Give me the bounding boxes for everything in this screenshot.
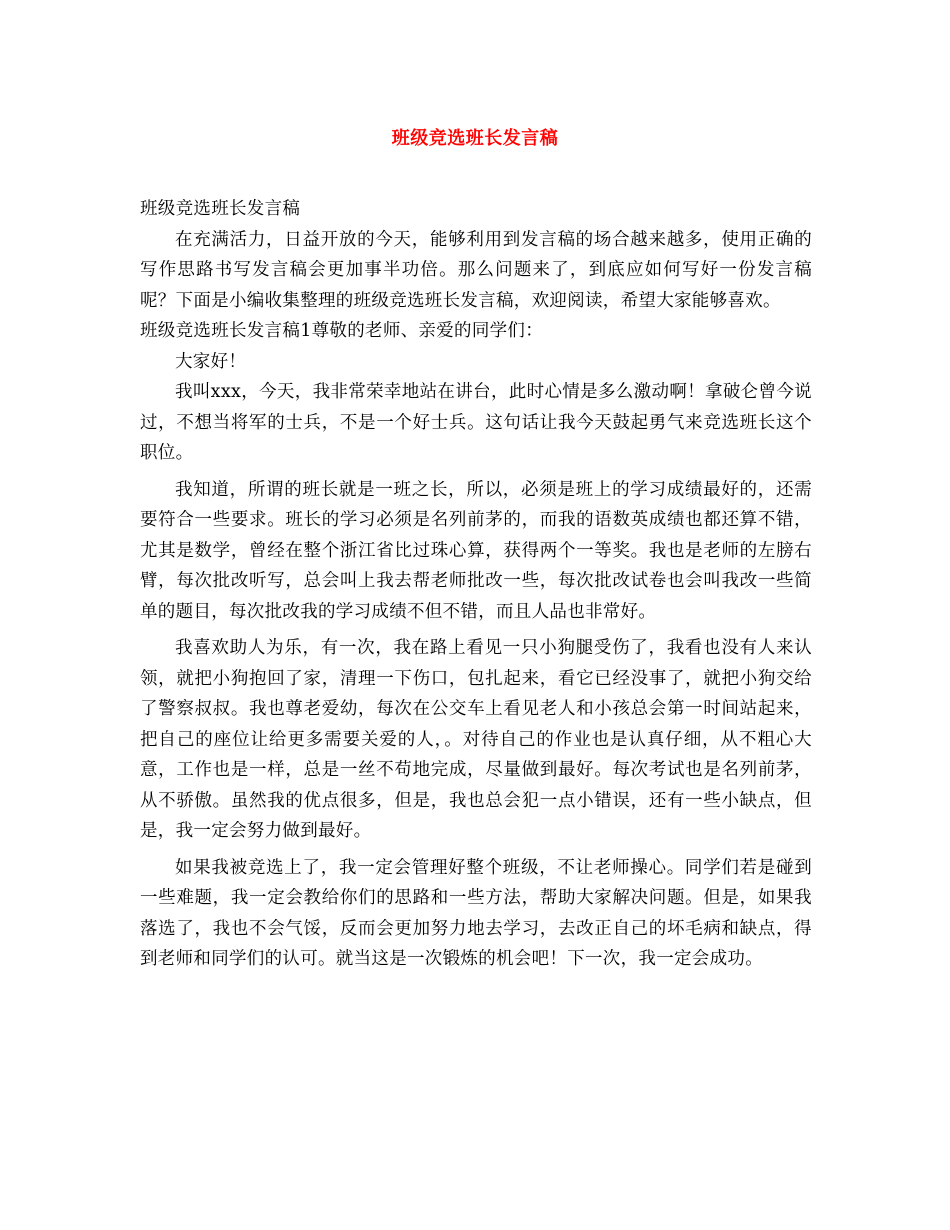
document-body [140, 194, 812, 975]
paragraph-intro: 在充满活力，日益开放的今天，能够利用到发言稿的场合越来越多，使用正确的写作思路书写发言稿会更加事半功倍。那么问题来了，到底应如何写好一份发言稿呢？下面是小编收集整理的班级竞选班长发言稿，欢迎阅读，希望大家能够喜欢。 [140, 229, 812, 311]
paragraph-study: 我知道，所谓的班长就是一班之长，所以，必须是班上的学习成绩最好的，还需要符合一些要求。班长的学习必须是名列前茅的，而我的语数英成绩也都还算不错，尤其是数学，曾经在整个浙江省比过珠心算，获得两个一等奖。我也是老师的左膀右臂，每次批改听写，总会叫上我去帮老师批改一些，每次批改试卷也会叫我改一些简单的题目，每次批改我的学习成绩不但不错，而且人品也非常好。 [140, 479, 812, 622]
paragraph-character: 我喜欢助人为乐，有一次，我在路上看见一只小狗腿受伤了，我看也没有人来认领，就把小狗抱回了家，清理一下伤口，包扎起来，看它已经没事了，就把小狗交给了警察叔叔。我也尊老爱幼，每次在公交车上看见老人和小孩总会第一时间站起来，把自己的座位让给更多需要关爱的人，。对待自己的作业也是认真仔细，从不粗心大意，工作也是一样，总是一丝不苟地完成，尽量做到最好。每次考试也是名列前茅，从不骄傲。虽然我的优点很多，但是，我也总会犯一点小错误，还有一些小缺点，但是，我一定会努力做到最好。 [140, 638, 812, 841]
paragraph-salutation: 班级竞选班长发言稿1尊敬的老师、亲爱的同学们： [140, 321, 544, 341]
paragraph-heading: 班级竞选班长发言稿 [140, 199, 301, 219]
paragraph-closing: 如果我被竞选上了，我一定会管理好整个班级，不让老师操心。同学们若是碰到一些难题，我一定会教给你们的思路和一些方法，帮助大家解决问题。但是，如果我落选了，我也不会气馁，反而会更加努力地去学习，去改正自己的坏毛病和缺点，得到老师和同学们的认可。就当这是一次锻炼的机会吧！下一次，我一定会成功。 [140, 857, 812, 969]
paragraph-self-intro: 我叫xxx，今天，我非常荣幸地站在讲台，此时心情是多么激动啊！拿破仑曾今说过，不想当将军的士兵，不是一个好士兵。这句话让我今天鼓起勇气来竞选班长这个职位。 [140, 382, 812, 463]
document-title: 班级竞选班长发言稿 [391, 128, 559, 149]
paragraph-greeting: 大家好！ [175, 351, 247, 372]
